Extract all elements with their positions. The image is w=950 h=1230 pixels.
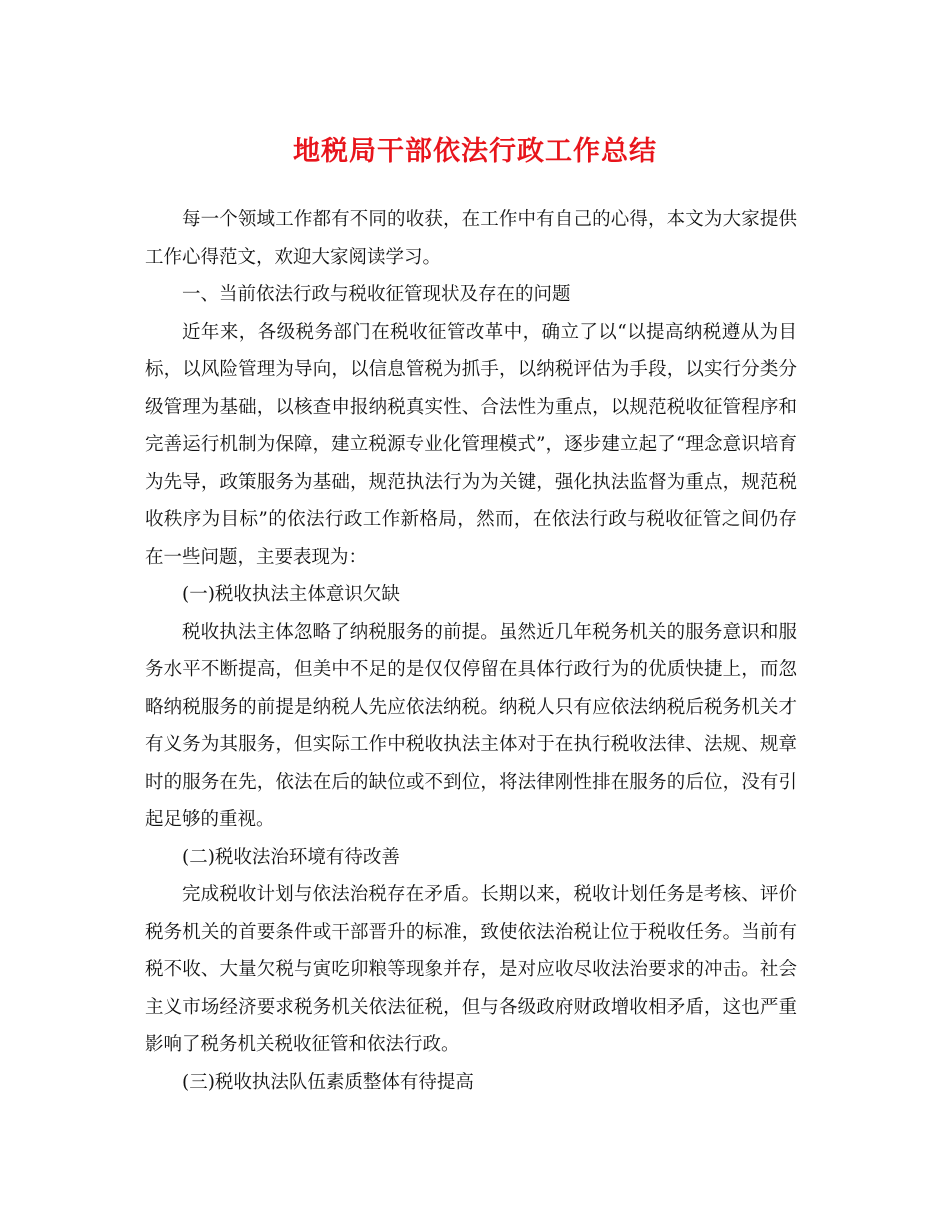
intro-paragraph: 每一个领域工作都有不同的收获，在工作中有自己的心得，本文为大家提供工作心得范文，欢迎大家阅读学习。 (145, 209, 797, 268)
body-paragraph-2: 税收执法主体忽略了纳税服务的前提。虽然近几年税务机关的服务意识和服务水平不断提高，但美中不足的是仅仅停留在具体行政行为的优质快捷上，而忽略纳税服务的前提是纳税人先应依法纳税。纳税人只有应依法纳税后税务机关才有义务为其服务，但实际工作中税收执法主体对于在执行税收法律、法规、规章时的服务在先，依法在后的缺位或不到位，将法律刚性排在服务的后位，没有引起足够的重视。 (145, 621, 797, 830)
body-paragraph-1: 近年来，各级税务部门在税收征管改革中，确立了以“以提高纳税遵从为目标，以风险管理为导向，以信息管税为抓手，以纳税评估为手段，以实行分类分级管理为基础，以核查申报纳税真实性、合法性为重点，以规范税收征管程序和完善运行机制为保障，建立税源专业化管理模式”，逐步建立起了“理念意识培育为先导，政策服务为基础，规范执法行为为关键，强化执法监督为重点，规范税收秩序为目标”的依法行政工作新格局，然而，在依法行政与税收征管之间仍存在一些问题，主要表现为： (145, 321, 797, 568)
section-heading-1: 一、当前依法行政与税收征管现状及存在的问题 (182, 284, 571, 305)
subheading-1: (一)税收执法主体意识欠缺 (182, 584, 400, 605)
body-paragraph-3: 完成税收计划与依法治税存在矛盾。长期以来，税收计划任务是考核、评价税务机关的首要条件或干部晋升的标准，致使依法治税让位于税收任务。当前有税不收、大量欠税与寅吃卯粮等现象并存，是对应收尽收法治要求的冲击。社会主义市场经济要求税务机关依法征税，但与各级政府财政增收相矛盾，这也严重影响了税务机关税收征管和依法行政。 (145, 884, 797, 1055)
subheading-2: (二)税收法治环境有待改善 (182, 846, 400, 868)
document-body (145, 201, 797, 1101)
subheading-3: (三)税收执法队伍素质整体有待提高 (182, 1071, 474, 1093)
document-title: 地税局干部依法行政工作总结 (293, 136, 657, 167)
